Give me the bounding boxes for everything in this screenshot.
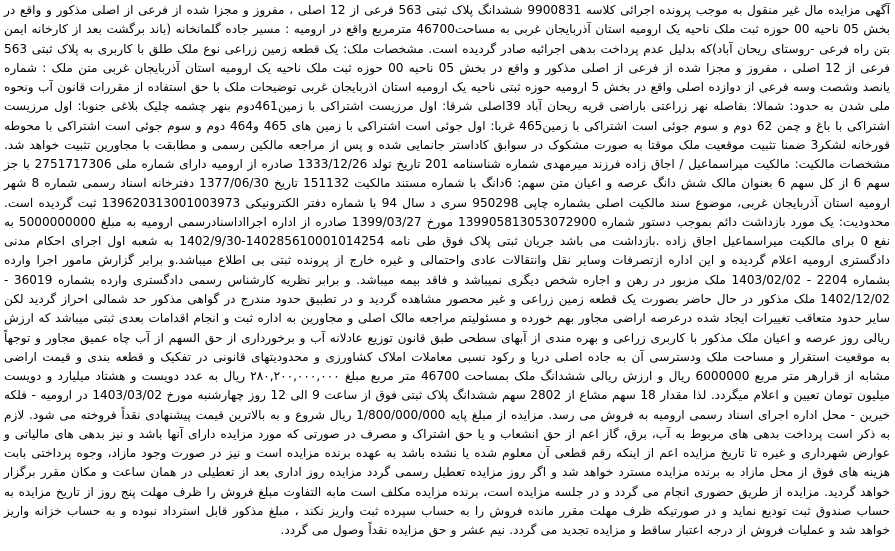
auction-notice-text: آگهی مزایده مال غیر منقول به موجب پرونده اجرائی کلاسه 9900831 ششدانگ پلاک ثبتی 563 فرعی از 12 اصلی ، مفروز و مجزا شده از فرعی از اصلی مذکور و واقع در بخش 05 ناحیه 00 حوزه ثبت ملک ناحیه یک ارومیه استان آذربایجان غربی به مساحت46700 مترمربع واقع در ارومیه : مسیر جاده گلمانخانه (باند برگشت بعد از کارخانه ایمن بتن راه فرعی -روستای ریحان آباد)که بدلیل عدم پرداخت بدهی اجرائیه صادر گردیده است. مشخصات ملک: یک قطعه زمین زراعی نوع ملک طلق با کاربری به پلاک ثبتی 563 فرعی از 12 اصلی ، مفروز و مجزا شده از فرعی از اصلی مذکور و واقع در بخش 05 ناحیه 00 حوزه ثبت ملک ناحیه یک ارومیه استان آذربایجان غربی متن ملک : شماره یانصد وشصت وسه فرعی از دوازده اصلی واقع در بخش 5 ارومیه حوزه ثبتی ناحیه یک ارومیه استان اذربایجان غربی توضیحات ملک با حق استفاده از مقررات قانون آب ونحوه ملی شدن به حدود: شمالا: بفاصله نهر زراعتی باراضی قریه ریحان آباد 39اصلی شرقا: اول مرزیست اشتراکی با زمین461دوم بنهر چشمه چلیک بلاغی جنوبا: اول مرزیست اشتراکی با باغ و چمن 62 دوم و سوم جوئی است اشتراکی با زمین465 غربا: اول جوئی است اشتراکی با زمین های 465 و464 دوم و سوم جوئی است اشتراکی با محوطه قورخانه لشکر3 ضمنا تثبیت موقعیت ملک موقتا به صورت مشکوک در سوابق کاداستر جانمایی شده و پس از مراجعه مالکین رسمی و مطابقت با مجاورین تثبیت خواهد شد. مشخصات مالکیت: مالکیت میراسماعیل / اجاق زاده فرزند میرمهدی شماره شناسنامه 201 تاریخ تولد 1333/12/26 صادره از ارومیه دارای شماره ملی 2751717306 با جز سهم 6 از کل سهم 6 بعنوان مالک شش دانگ عرصه و اعیان متن سهم: 6دانگ با شماره مستند مالکیت 151132 تاریخ 1377/06/30 دفترخانه اسناد رسمی شماره 8 شهر ارومیه استان آذربایجان غربی، موضوع سند مالکیت اصلی بشماره چاپی 950298 سری د سال 94 با شماره دفتر الکترونیکی 139620313001003973 ثبت گردیده است. محدودیت: یک مورد بازداشت دائم بموجب دستور شماره 139905813053072900 مورخ 1399/03/27 صادره از اداره اجرااداسنادرسمی ارومیه به مبلغ 5000000000 به نفع 0 برای مالکیت میراسماعیل اجاق زاده .بازداشت می باشد جریان ثبتی پلاک فوق طی نامه 140285610001014254-1402/9/30 به شعبه اول اجرای احکام مدنی دادگستری ارومیه اعلام گردیده و این اداره ازتصرفات وسایر نقل وانتقالات عادی واحتمالی و غیره خارج از پرونده ثبتی بی اطلاع میباشد.و برابر گزارش مامور اجرا وارده بشماره 2204 - 1403/02/02 ملک مزبور در رهن و اجاره شخص دیگری نمیباشد و فاقد بیمه میباشد. و برابر نظریه کارشناس رسمی دادگستری وارده بشماره 36019 - 1402/12/02 ملک مذکور در حال حاضر بصورت یک قطعه زمین زراعی و غیر محصور مشاهده گردید و در تطبیق حدود مندرج در گواهی مذکور حد شمالی احراز گردید لکن سایر حدود متعاقب تغییرات ایجاد شده درعرصه اراضی مجاور بهم خورده و مسئولیتم مراجعه مالک اصلی و مجاورین به اداره ثبت و انجام اقدامات بعدی ثبتی میباشد که ارزش ریالی روز عرصه و اعیان ملک مذکور با کاربری زراعی و بهره مندی از آبهای سطحی طبق قانون توزیع عادلانه آب و برخورداری از حق السهم از آب چاه عمیق مجاور و توجهاً به موقعیت استقرار و مساحت ملک ودسترسی آن به جاده اصلی دریا و رکود نسبی معاملات املاک کشاورزی و محدودیتهای قانونی در تفکیک و قطعه بندی و قیمت اراضی مشابه از قرارهر متر مربع 6000000 ریال و ارزش ریالی ششدانگ ملک بمساحت 46700 متر مربع مبلغ ۲۸۰,۲۰۰,۰۰۰,۰۰۰ ریال به عدد دویست و هشتاد میلیارد و دویست میلیون تومان تعیین و اعلام میگردد. لذا مقدار 18 سهم مشاع از 2802 سهم ششدانگ پلاک ثبتی فوق از ساعت 9 الی 12 روز چهارشنبه مورخ 1403/03/02 در ارومیه - فلکه خیرین - محل اداره اجرای اسناد رسمی ارومیه به فروش می رسد. مزایده از مبلغ پایه 1/800/000/000 ریال شروع و به بالاترین قیمت پیشنهادی نقداً فروخته می شود. لازم به ذکر است پرداخت بدهی های مربوط به آب، برق، گاز اعم از حق انشعاب و یا حق اشتراک و مصرف در صورتی که مورد مزایده دارای آنها باشد و نیز بدهی های مالیاتی و عوارض شهرداری و غیره تا تاریخ مزایده اعم از اینکه رقم قطعی آن معلوم شده یا نشده باشد به عهده برنده مزایده است و نیز در صورت وجود مازاد، وجوه پرداختی بابت هزینه های فوق از محل مازاد به برنده مزایده مسترد خواهد شد و اگر روز مزایده تعطیل رسمی گردد مزایده روز اداری بعد از تعطیلی در همان ساعت و مکان مقرر برگزار خواهد گردید. مزایده از طریق حضوری انجام می گردد و در جلسه مزایده است، برنده مزایده مکلف است مابه التفاوت مبلغ فروش را ظرف مهلت پنج روز از تاریخ مزایده به حساب صندوق ثبت تودیع نماید و در صورتیکه ظرف مهلت مقرر مانده فروش را به حساب سپرده ثبت واریز نکند ، مبلغ مذکور قابل استرداد نبوده و به حساب خزانه واریز خواهد شد و عملیات فروش از درجه اعتبار ساقط و مزایده تجدید می گردد. نیم عشر و حق مزایده نقداً وصول می گردد. bbox=[4, 3, 891, 538]
